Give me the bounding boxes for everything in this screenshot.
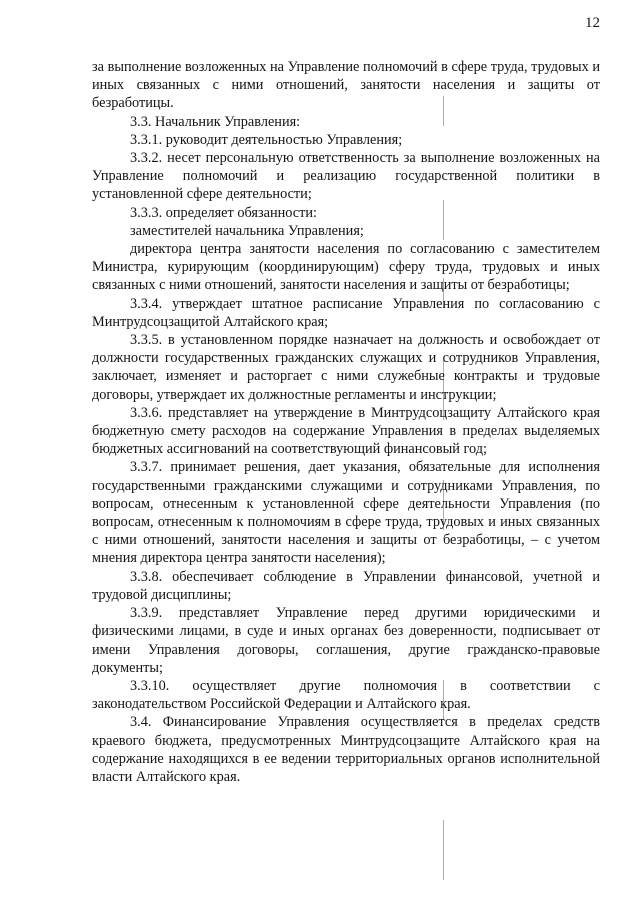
paragraph: директора центра занятости населения по согласованию с заместителем Министра, курирующим (координирующим) сферу труда, трудовых и иных связанных с ними отношений, занятости населения и защиты от безработицы; — [92, 241, 600, 294]
scan-artifact-line — [443, 820, 444, 880]
document-body — [92, 58, 600, 786]
paragraph: за выполнение возложенных на Управление полномочий в сфере труда, трудовых и иных связанных с ними отношений, занятости населения и защиты от безработицы. — [92, 59, 600, 112]
paragraph: 3.3.9. представляет Управление перед другими юридическими и физическими лицами, в суде и иных органах без доверенности, подписывает от имени Управления договоры, соглашения, другие гражданско-правовые документы; — [92, 605, 600, 676]
paragraph: 3.3.3. определяет обязанности: — [130, 204, 318, 221]
paragraph: 3.3.6. представляет на утверждение в Минтрудсоцзащиту Алтайского края бюджетную смету расходов на содержание Управления в пределах выделяемых бюджетных ассигнований на соответствующий финансовый год; — [92, 404, 600, 458]
paragraph: 3.3.4. утверждает штатное расписание Управления по согласованию с Минтрудсоцзащитой Алтайского края; — [92, 295, 600, 330]
paragraph: 3.3.10. осуществляет другие полномочия в соответствии с законодательством Российской Федерации и Алтайского края. — [92, 677, 600, 713]
paragraph: 3.4. Финансирование Управления осуществляется в пределах средств краевого бюджета, предусмотренных Минтрудсоцзащите Алтайского края на содержание находящихся в ее ведении территориальных органов исполнительной власти Алтайского края. — [92, 714, 600, 785]
paragraph: 3.3.7. принимает решения, дает указания, обязательные для исполнения государственными гражданскими служащими и сотрудниками Управления, по вопросам, отнесенным к установленной сфере деятельности Управления (по вопросам, отнесенным к полномочиям в сфере труда, трудовых и иных связанных с ними отношений, занятости населения и защиты от безработицы, – с учетом мнения директора центра занятости населения); — [92, 459, 600, 567]
paragraph: заместителей начальника Управления; — [130, 222, 364, 239]
paragraph: 3.3.2. несет персональную ответственность за выполнение возложенных на Управление полномочий и реализацию государственной политики в установленной сфере деятельности; — [92, 150, 600, 203]
paragraph: 3.3. Начальник Управления: — [130, 113, 301, 130]
paragraph: 3.3.1. руководит деятельностью Управления; — [130, 131, 403, 148]
paragraph: 3.3.8. обеспечивает соблюдение в Управлении финансовой, учетной и трудовой дисциплины; — [92, 568, 600, 603]
page-number: 12 — [585, 15, 600, 31]
paragraph: 3.3.5. в установленном порядке назначает на должность и освобождает от должности государственных гражданских служащих и сотрудников Управления, заключает, изменяет и расторгает с ними служебные контракты и трудовые договоры, утверждает их должностные регламенты и инструкции; — [92, 332, 600, 403]
